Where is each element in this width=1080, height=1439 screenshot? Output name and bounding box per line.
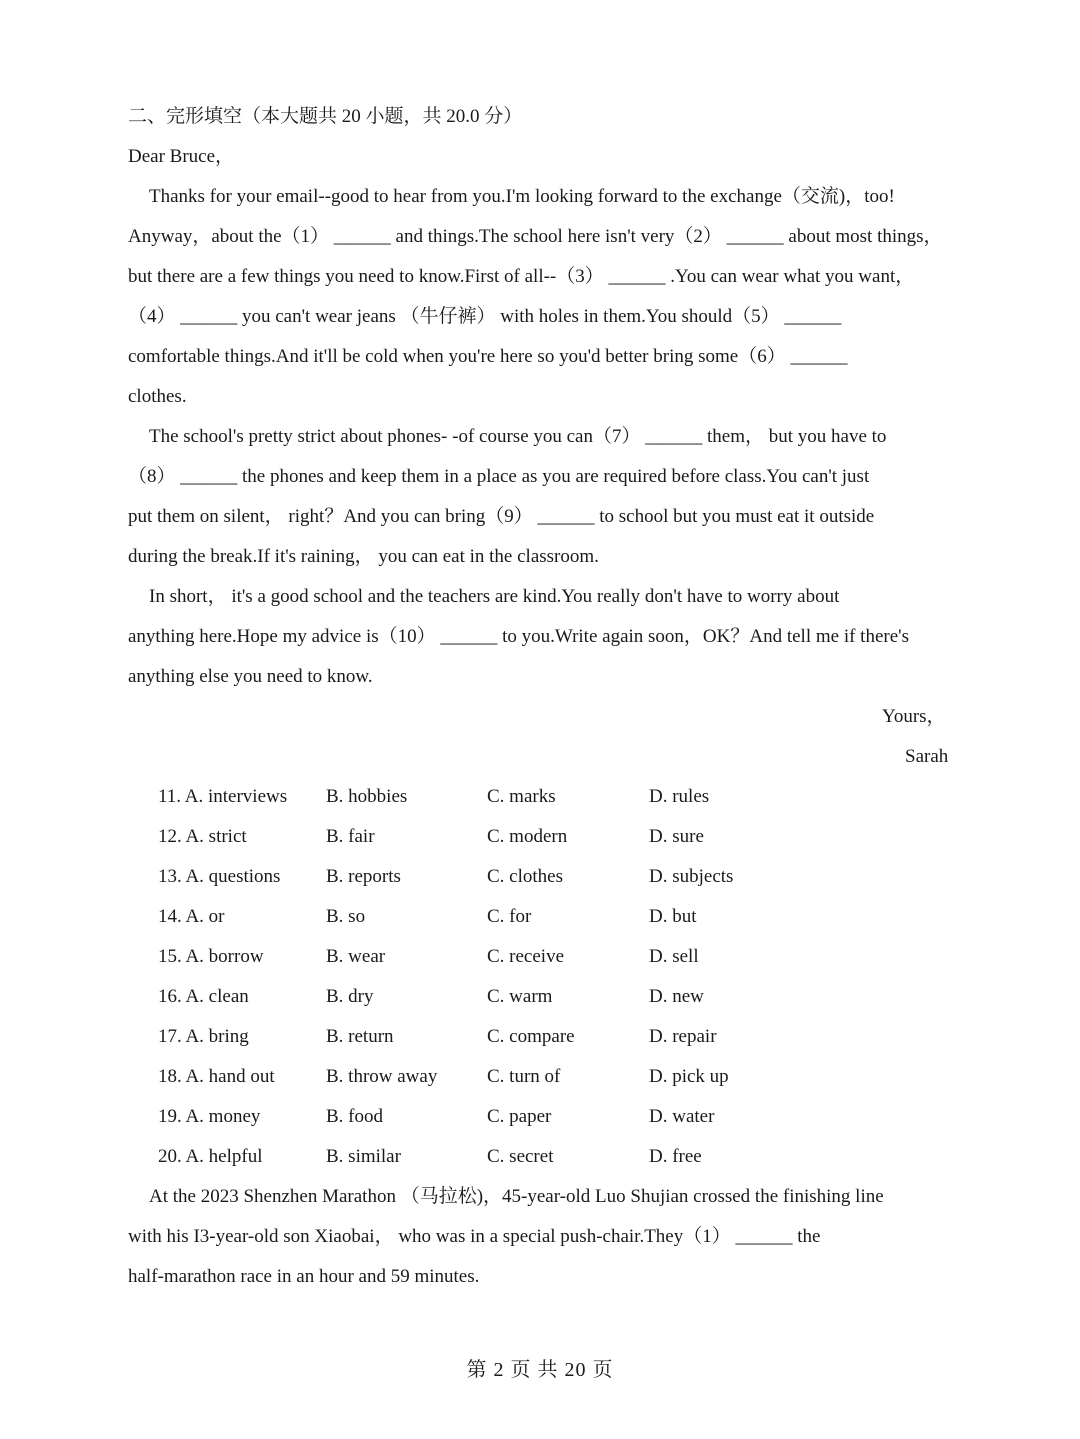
option-a: 12. A. strict [158, 826, 247, 847]
option-row [0, 1057, 1080, 1097]
option-row [0, 1097, 1080, 1137]
option-c: C. clothes [487, 866, 563, 887]
option-b: B. similar [326, 1146, 401, 1167]
option-a: 13. A. questions [158, 866, 281, 887]
option-d: D. rules [649, 786, 710, 807]
option-row [0, 857, 1080, 897]
passage-line: anything here.Hope my advice is（10） ______ to you.Write again soon，OK？And tell me if there's [128, 626, 909, 647]
option-d: D. sure [649, 826, 704, 847]
option-c: C. warm [487, 986, 553, 1007]
option-a: 20. A. helpful [158, 1146, 263, 1167]
passage-line: comfortable things.And it'll be cold when you're here so you'd better bring some（6） ______ [128, 346, 848, 367]
letter-salutation: Dear Bruce， [128, 146, 235, 167]
option-row [0, 977, 1080, 1017]
option-a: 16. A. clean [158, 986, 249, 1007]
option-d: D. but [649, 906, 697, 927]
option-d: D. pick up [649, 1066, 729, 1087]
passage-line: but there are a few things you need to know.First of all--（3） ______ .You can wear what you want， [128, 266, 915, 287]
option-a: 11. A. interviews [158, 786, 288, 807]
option-b: B. food [326, 1106, 383, 1127]
passage-line: （4） ______ you can't wear jeans （牛仔裤） with holes in them.You should（5） ______ [128, 306, 842, 327]
option-b: B. return [326, 1026, 394, 1047]
option-b: B. throw away [326, 1066, 438, 1087]
option-c: C. modern [487, 826, 568, 847]
option-row [0, 777, 1080, 817]
section-heading: 二、完形填空（本大题共 20 小题，共 20.0 分） [128, 106, 523, 127]
option-b: B. wear [326, 946, 386, 967]
option-row [0, 1017, 1080, 1057]
option-c: C. paper [487, 1106, 552, 1127]
passage-line: At the 2023 Shenzhen Marathon （马拉松)，45-year-old Luo Shujian crossed the finishing line [149, 1186, 884, 1207]
option-c: C. turn of [487, 1066, 561, 1087]
passage-line: （8） ______ the phones and keep them in a place as you are required before class.You can't just [128, 466, 870, 487]
passage-line: anything else you need to know. [128, 666, 373, 687]
option-b: B. so [326, 906, 366, 927]
passage-line: clothes. [128, 386, 187, 407]
passage-line: with his I3-year-old son Xiaobai， who was in a special push-chair.They（1） ______ the [128, 1226, 821, 1247]
page-footer: 第 2 页 共 20 页 [466, 1359, 614, 1381]
option-row [0, 817, 1080, 857]
option-b: B. fair [326, 826, 375, 847]
option-d: D. repair [649, 1026, 717, 1047]
option-row [0, 897, 1080, 937]
option-b: B. dry [326, 986, 374, 1007]
option-d: D. free [649, 1146, 702, 1167]
letter-closing: Yours， [882, 706, 946, 727]
option-d: D. sell [649, 946, 699, 967]
passage-line: In short， it's a good school and the teachers are kind.You really don't have to worry about [149, 586, 840, 607]
passage-line: Thanks for your email--good to hear from you.I'm looking forward to the exchange（交流)，too! [149, 186, 895, 207]
option-c: C. for [487, 906, 532, 927]
option-c: C. receive [487, 946, 565, 967]
option-d: D. water [649, 1106, 715, 1127]
letter-signature: Sarah [905, 746, 949, 767]
passage-line: during the break.If it's raining， you can eat in the classroom. [128, 546, 599, 567]
passage-line: The school's pretty strict about phones- -of course you can（7） ______ them， but you have to [149, 426, 887, 447]
option-c: C. secret [487, 1146, 554, 1167]
option-a: 18. A. hand out [158, 1066, 275, 1087]
option-b: B. reports [326, 866, 401, 887]
option-d: D. subjects [649, 866, 734, 887]
option-c: C. compare [487, 1026, 575, 1047]
option-a: 17. A. bring [158, 1026, 249, 1047]
option-row [0, 1137, 1080, 1177]
option-b: B. hobbies [326, 786, 408, 807]
option-c: C. marks [487, 786, 556, 807]
passage-line: Anyway，about the（1） ______ and things.The school here isn't very（2） ______ about most things， [128, 226, 943, 247]
passage-line: put them on silent， right？And you can bring（9） ______ to school but you must eat it outside [128, 506, 875, 527]
passage-line: half-marathon race in an hour and 59 minutes. [128, 1266, 480, 1287]
option-a: 14. A. or [158, 906, 225, 927]
option-d: D. new [649, 986, 704, 1007]
option-a: 19. A. money [158, 1106, 261, 1127]
option-row [0, 937, 1080, 977]
option-a: 15. A. borrow [158, 946, 264, 967]
